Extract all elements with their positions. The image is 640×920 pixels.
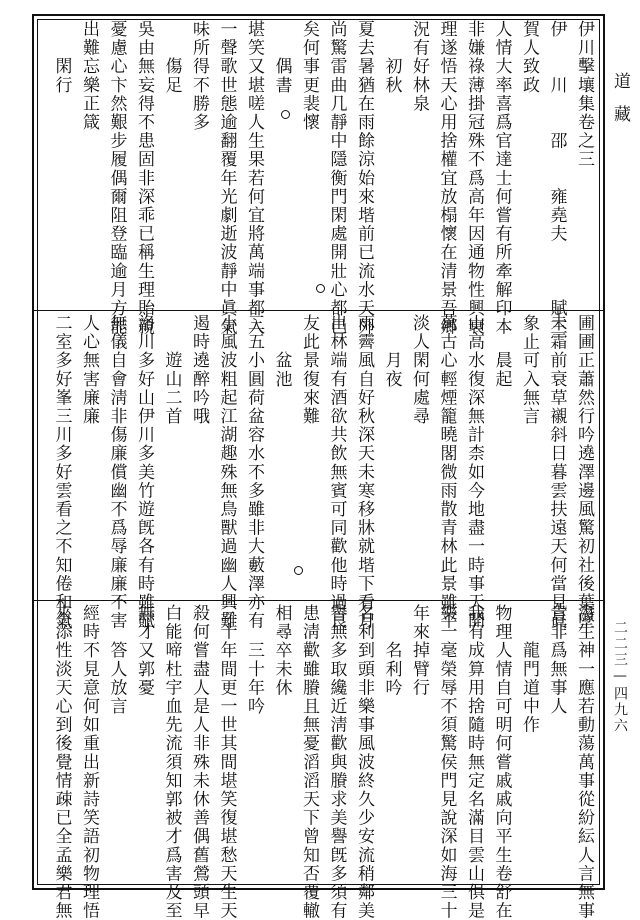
text-column: 淡人閑何處尋 [409, 314, 429, 426]
text-column: 吳由無妄得不患固非深乖已稱生理貽親 [134, 20, 154, 337]
punctuation-circle [281, 110, 290, 119]
text-column: 相尋卒未休 [271, 604, 292, 697]
text-column: 答人放言 [106, 604, 127, 716]
text-column: 山高水復深無計柰如今地盡一時事天開 [464, 314, 484, 631]
text-column: 名利吟 [381, 604, 402, 697]
punctuation-circle [316, 284, 325, 293]
text-column: 樂一毫榮辱不須驚侯門見說深如海三十 [436, 604, 457, 920]
text-column: 況有好林泉 [409, 20, 429, 113]
text-column: 盆池 [271, 314, 292, 389]
text-column: 傷足 [161, 20, 182, 95]
punctuation-circle [294, 566, 303, 575]
text-column: 一聲歌世態逾翻覆年光劇逝波靜中眞氣 [216, 20, 237, 337]
text-band-bottom [34, 604, 603, 920]
text-column: 譽無多取纔近淸歡與賸求美譽旣多須有 [326, 604, 347, 920]
text-column: 名利到頭非樂事風波終久少安流稍鄰美 [354, 604, 374, 920]
text-column: 人情大率喜爲官達士何嘗有所牽解印本 [491, 20, 512, 337]
text-column: 月夜 [381, 314, 402, 389]
text-column: 閑行 [51, 20, 72, 95]
text-column: 洛川多好山伊川多美竹遊旣各有時雖賦 [134, 314, 154, 631]
text-column: 出林端有酒欲共飲無賓可同歡他時過良 [326, 314, 347, 631]
text-column: 出難忘樂正箴 [79, 20, 99, 132]
text-column: 堪笑又堪嗟人生果若何宜將萬端事都入 [244, 20, 264, 337]
text-column: 伊川擊壤集卷之三 [574, 20, 594, 169]
text-column: 三五小圓荷盆容水不多雖非大藪澤亦有 [244, 314, 264, 631]
text-column: 無儀自會淸非傷廉償幽不爲辱廉廉不害 [106, 314, 127, 631]
text-column: 非嫌祿薄掛冠殊不爲高年因通物性興衰 [464, 20, 484, 337]
text-column: 人心無害廉廉 [79, 314, 99, 426]
text-column: 貴非爲無事人 [546, 604, 567, 716]
text-column: 伊 川 邵 雍堯夫 賦三 [546, 20, 567, 337]
text-column: 殺何嘗盡人是人非殊未休善偶舊鶯頭早 [189, 604, 209, 920]
text-column: 潛生神一應若動蕩萬事從紛紜人言無事 [574, 604, 594, 920]
page-frame [32, 14, 605, 920]
text-column: 來添性淡天心到後覺情疎已全孟樂君無 [51, 604, 72, 920]
text-column: 雨霽風自好秋深天未寒移牀就堦下看月 [354, 314, 374, 631]
text-column: 憂慮心卞然艱步履偶爾阻登臨逾月方能 [106, 20, 127, 337]
text-column: 遊山二首 [161, 314, 182, 426]
text-column: 友此景復來難 [299, 314, 319, 426]
text-column: 味所得不勝多 [189, 20, 209, 132]
text-column: 尚驚雷曲几靜中隱衡門閑處開壯心都已 [326, 20, 347, 337]
text-column: 夏去暑猶在雨餘涼始來堦前已流水天外 [354, 20, 374, 337]
text-column: 小風波粗起江湖趣殊無鳥獸過幽人興難 [216, 314, 237, 631]
text-column: 白能啼杜宇血先流須知郭被才爲害及至 [161, 604, 182, 920]
text-column: 年來掉臂行 [409, 604, 429, 697]
text-column: 圃圃正蕭然行吟遶澤邊風驚初社後葉墜 [574, 314, 594, 631]
text-column: 萬古心輕煙籠曉閣微雨散青林此景雖平 [436, 314, 457, 631]
text-column: 賀人致政 [519, 20, 539, 95]
page-number: 二二三—四九六 [612, 620, 628, 734]
text-band-middle [34, 314, 603, 631]
text-column: 經時不見意何如重出新詩笑語初物理悟 [79, 604, 99, 920]
text-column: 遏時遶醉吟哦 [189, 314, 209, 426]
text-column: 偶書 [271, 20, 292, 95]
text-column: 患淸歡雖賸且無憂滔滔天下曾知否覆轍 [299, 604, 319, 920]
collection-title: 道藏 [610, 72, 630, 138]
text-column: 初秋 [381, 20, 402, 95]
text-column: 未霜前衰草襯斜日暮雲扶遠天何當見眞 [546, 314, 567, 631]
text-column: 矣何事更裴懷 [299, 20, 319, 132]
text-column: 理遂悟天心用捨權宜放榻懷在清景吾鄉 [436, 20, 457, 337]
text-column: 我有成算用捨隨時無定名滿目雲山俱是 [464, 604, 484, 920]
text-column: 象止可入無言 [519, 314, 539, 426]
text-column: 三十年吟 [244, 604, 264, 716]
text-column: 無才又郭憂 [134, 604, 154, 697]
text-column: 二室多好峯三川多好雲看之不知倦和氣 [51, 314, 72, 631]
text-band-top [34, 20, 603, 337]
text-column: 物理人情自可明何嘗戚戚向平生卷舒在 [491, 604, 512, 920]
text-column: 龍門道中作 [519, 604, 539, 735]
text-column: 晨起 [491, 314, 512, 389]
text-column: 三十年間更一世其間堪笑復堪愁天生天 [216, 604, 237, 920]
